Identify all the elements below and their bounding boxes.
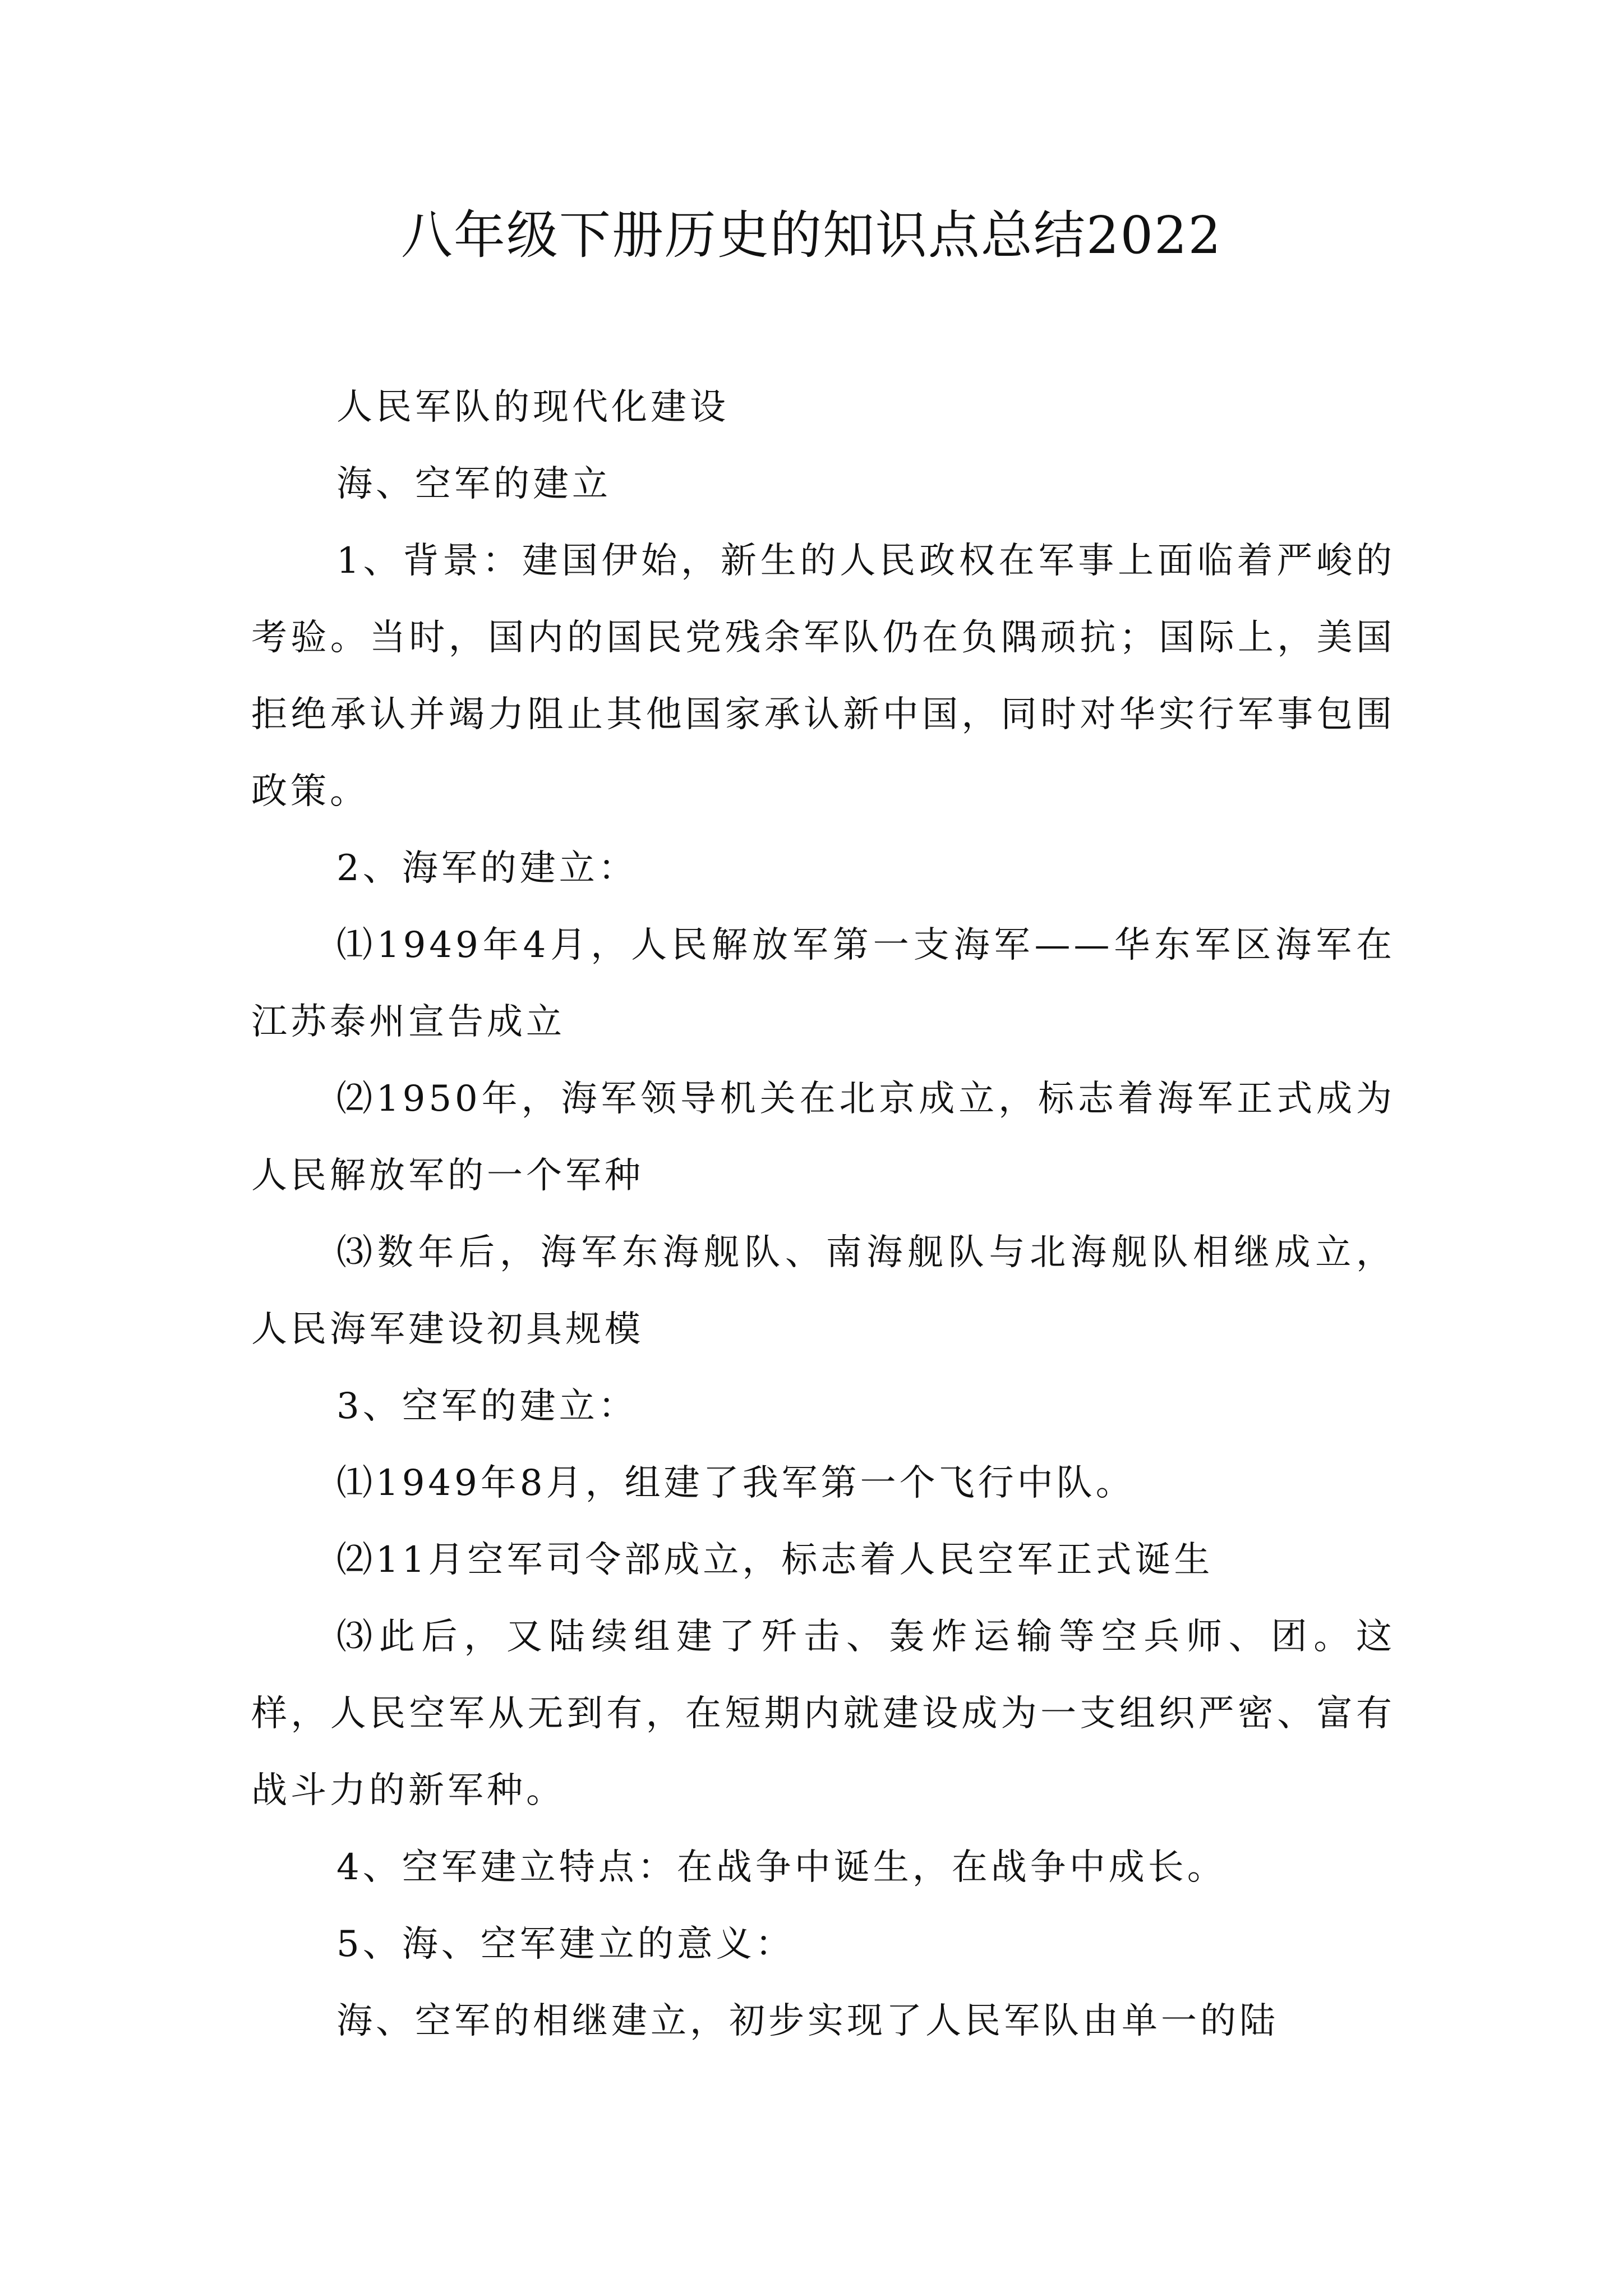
paragraph-navy-item-2: ⑵1950年，海军领导机关在北京成立，标志着海军正式成为人民解放军的一个军种 [251, 1078, 1395, 1197]
paragraph-significance-text: 海、空军的相继建立，初步实现了人民军队由单一的陆 [336, 2000, 1279, 2042]
paragraph-airforce-item-3: ⑶此后，又陆续组建了歼击、轰炸运输等空兵师、团。这样，人民空军从无到有，在短期内就建设成为一支组织严密、富有战斗力的新军种。 [251, 1616, 1395, 1811]
paragraph-navy-item-3: ⑶数年后，海军东海舰队、南海舰队与北海舰队相继成立，人民海军建设初具规模 [251, 1232, 1395, 1350]
paragraph-navy-heading: 2、海军的建立： [336, 848, 638, 889]
paragraph-airforce-item-1: ⑴1949年8月，组建了我军第一个飞行中队。 [336, 1462, 1135, 1504]
paragraph-background: 1、背景：建国伊始，新生的人民政权在军事上面临着严峻的考验。当时，国内的国民党残余军队仍在负隅顽抗；国际上，美国拒绝承认并竭力阻止其他国家承认新中国，同时对华实行军事包围政策。 [251, 540, 1395, 812]
paragraph-airforce-features: 4、空军建立特点：在战争中诞生，在战争中成长。 [336, 1847, 1227, 1888]
paragraph-airforce-heading: 3、空军的建立： [336, 1386, 638, 1427]
document-title: 八年级下册历史的知识点总结2022 [400, 205, 1223, 265]
document-body [251, 369, 1395, 2060]
paragraph-significance-heading: 5、海、空军建立的意义： [336, 1924, 795, 1965]
paragraph-section-heading: 人民军队的现代化建设 [336, 386, 729, 428]
paragraph-subheading: 海、空军的建立 [336, 463, 611, 505]
paragraph-navy-item-1: ⑴1949年4月，人民解放军第一支海军——华东军区海军在江苏泰州宣告成立 [251, 924, 1395, 1043]
paragraph-airforce-item-2: ⑵11月空军司令部成立，标志着人民空军正式诞生 [336, 1539, 1214, 1581]
